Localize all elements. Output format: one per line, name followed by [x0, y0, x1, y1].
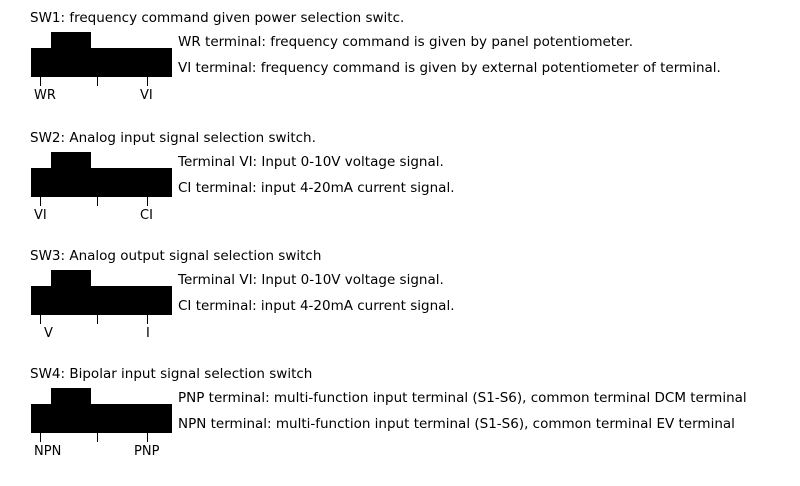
description-line-2: VI terminal: frequency command is given by external potentiometer of terminal. — [178, 60, 721, 76]
sw4-section — [0, 366, 800, 486]
switch-right-label: CI — [140, 208, 153, 223]
description-line-1: WR terminal: frequency command is given by panel potentiometer. — [178, 34, 634, 50]
switch-body — [31, 286, 172, 315]
section-title: SW2: Analog input signal selection switch. — [30, 130, 316, 146]
switch-right-label: PNP — [134, 444, 160, 459]
description-line-1: PNP terminal: multi-function input terminal (S1-S6), common terminal DCM terminal — [178, 390, 747, 406]
switch-right-label: VI — [140, 88, 153, 103]
description-line-2: NPN terminal: multi-function input terminal (S1-S6), common terminal EV terminal — [178, 416, 735, 432]
sw2-section — [0, 130, 800, 250]
switch-body — [31, 168, 172, 197]
description-line-1: Terminal VI: Input 0-10V voltage signal. — [178, 272, 444, 288]
description-line-2: CI terminal: input 4-20mA current signal. — [178, 298, 455, 314]
tick-mark — [147, 197, 148, 206]
tick-mark — [147, 77, 148, 86]
switch-right-label: I — [146, 326, 150, 341]
description-line-2: CI terminal: input 4-20mA current signal. — [178, 180, 455, 196]
switch-left-label: VI — [34, 208, 47, 223]
tick-mark — [97, 77, 98, 86]
dip-switch-diagram — [31, 152, 172, 197]
sw3-section — [0, 248, 800, 368]
description-line-1: Terminal VI: Input 0-10V voltage signal. — [178, 154, 444, 170]
tick-mark — [97, 433, 98, 442]
switch-body — [31, 404, 172, 433]
switch-left-label: NPN — [34, 444, 62, 459]
dip-switch-diagram — [31, 270, 172, 315]
tick-mark — [97, 197, 98, 206]
dip-switch-diagram — [31, 388, 172, 433]
tick-mark — [40, 433, 41, 442]
section-title: SW1: frequency command given power selection switc. — [30, 10, 405, 26]
tick-mark — [147, 433, 148, 442]
section-title: SW3: Analog output signal selection switch — [30, 248, 322, 264]
dip-switch-diagram — [31, 32, 172, 77]
tick-mark — [147, 315, 148, 324]
tick-mark — [40, 315, 41, 324]
tick-mark — [40, 77, 41, 86]
tick-mark — [97, 315, 98, 324]
sw1-section — [0, 10, 800, 130]
tick-mark — [40, 197, 41, 206]
switch-left-label: WR — [34, 88, 56, 103]
switch-left-label: V — [44, 326, 53, 341]
switch-body — [31, 48, 172, 77]
section-title: SW4: Bipolar input signal selection switch — [30, 366, 313, 382]
